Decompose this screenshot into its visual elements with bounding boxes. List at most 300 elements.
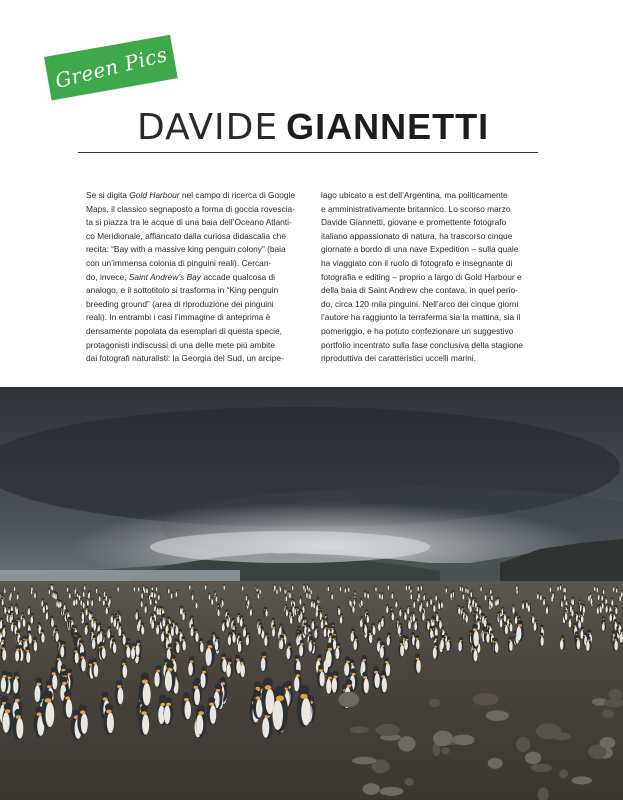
penguin — [155, 606, 158, 616]
penguin — [450, 591, 453, 599]
page-title — [137, 107, 537, 147]
penguin — [344, 657, 351, 677]
penguin — [291, 584, 293, 590]
penguin — [291, 604, 294, 614]
green-pics-badge — [44, 35, 178, 101]
penguin — [539, 632, 544, 646]
penguin — [103, 703, 114, 734]
article-line — [86, 203, 308, 217]
penguin — [531, 613, 535, 624]
penguin — [485, 629, 490, 643]
rock — [429, 698, 440, 707]
penguin — [299, 596, 302, 605]
article-text: della baia di Saint Andrew che contava, in quel perio- — [321, 285, 518, 296]
penguin — [144, 604, 147, 614]
penguin — [493, 638, 498, 653]
penguin — [564, 586, 566, 592]
article-text: l’autore ha raggiunto la terraferma sia la mattina, sia il — [321, 312, 521, 323]
beach — [0, 581, 623, 800]
penguin — [314, 626, 319, 639]
penguin — [31, 585, 33, 591]
penguin — [221, 598, 224, 607]
penguin — [261, 677, 274, 715]
penguin — [457, 605, 460, 615]
penguin — [602, 620, 606, 632]
penguin — [557, 585, 559, 591]
penguin — [560, 584, 562, 590]
penguin — [511, 604, 514, 614]
penguin — [435, 612, 439, 623]
penguin — [406, 584, 408, 590]
penguin — [594, 585, 596, 591]
penguin — [458, 637, 463, 652]
penguin — [602, 588, 604, 594]
article-line — [321, 271, 547, 285]
penguin — [208, 593, 211, 601]
penguin — [32, 637, 37, 652]
penguin — [399, 607, 402, 617]
penguin — [307, 584, 309, 590]
penguin — [139, 672, 151, 707]
penguin — [489, 588, 491, 594]
rock — [602, 709, 614, 718]
rock — [531, 764, 552, 773]
penguin — [522, 601, 525, 610]
rock — [559, 770, 568, 779]
penguin — [280, 635, 285, 650]
penguin — [429, 626, 434, 639]
penguin — [477, 619, 481, 631]
penguin — [139, 705, 150, 736]
penguin — [417, 585, 419, 591]
penguin — [158, 593, 161, 601]
penguin — [379, 592, 382, 600]
penguin — [67, 586, 69, 592]
rock — [572, 776, 593, 784]
penguin — [195, 600, 198, 609]
penguin — [106, 605, 109, 615]
penguin — [0, 644, 6, 661]
article-text: do, circa 120 mila pinguini. Nell’arco dei cinque giorni — [321, 298, 519, 309]
penguin — [543, 597, 546, 606]
penguin — [305, 591, 308, 599]
penguin — [386, 632, 391, 646]
penguin — [611, 597, 614, 606]
penguin — [4, 587, 6, 593]
penguin — [24, 646, 30, 663]
penguin — [17, 592, 20, 600]
penguin — [311, 618, 315, 630]
penguin — [174, 622, 179, 635]
article-text: breeding ground” (area di riproduzione dei pinguini — [86, 298, 274, 309]
penguin — [598, 593, 601, 601]
penguin — [297, 613, 301, 624]
article-text: Se si digita — [86, 190, 130, 200]
penguin — [404, 636, 409, 651]
penguin — [161, 615, 165, 627]
penguin — [155, 585, 157, 591]
penguin — [240, 615, 244, 627]
penguin — [171, 592, 174, 600]
article-line — [86, 230, 308, 244]
penguin — [286, 594, 289, 602]
penguin — [52, 584, 54, 590]
penguin — [411, 611, 415, 622]
rock — [398, 736, 415, 751]
penguin — [257, 592, 260, 600]
rock — [552, 732, 571, 740]
article-line — [86, 189, 308, 203]
penguin — [461, 586, 463, 592]
penguin — [285, 607, 288, 617]
penguin — [335, 642, 341, 659]
penguin — [469, 603, 472, 613]
article-text: e amministrativamente britannico. Lo scorso marzo — [321, 203, 511, 214]
penguin — [408, 584, 410, 590]
penguin — [575, 635, 580, 650]
penguin — [340, 613, 344, 624]
article-text: do, invece, — [86, 271, 129, 282]
penguin — [410, 592, 413, 600]
penguin — [15, 645, 21, 662]
penguin — [179, 606, 182, 616]
penguin — [508, 636, 513, 651]
penguin — [98, 594, 101, 602]
penguin — [216, 607, 219, 617]
penguin — [93, 619, 97, 631]
penguin — [429, 597, 432, 606]
penguin — [388, 584, 390, 590]
penguin — [472, 645, 478, 662]
penguin — [503, 622, 508, 635]
penguin — [303, 584, 305, 590]
penguin — [174, 639, 179, 654]
penguin — [205, 584, 207, 590]
rock — [452, 734, 475, 745]
penguin — [13, 709, 24, 740]
penguin — [372, 666, 380, 689]
penguin — [117, 585, 119, 591]
penguin — [165, 661, 176, 692]
penguin — [87, 610, 91, 621]
penguin — [80, 610, 84, 621]
article-line — [86, 325, 308, 339]
penguin — [14, 585, 16, 591]
penguin — [508, 620, 512, 632]
penguin — [516, 584, 518, 590]
rock — [609, 689, 623, 700]
penguin — [380, 642, 386, 659]
article-column-left — [86, 189, 308, 366]
penguin — [264, 607, 267, 617]
penguin — [546, 605, 549, 615]
penguin — [84, 584, 86, 590]
penguin — [337, 606, 340, 616]
penguin — [16, 606, 19, 616]
penguin — [50, 616, 54, 628]
penguin — [403, 610, 407, 621]
penguin — [480, 585, 482, 591]
article-text: con un’immensa colonia di pinguini reali). Cercan- — [86, 257, 272, 268]
penguin — [153, 591, 156, 599]
penguin — [69, 591, 72, 599]
article-line — [86, 271, 308, 285]
penguin — [31, 613, 35, 624]
rock — [380, 787, 404, 796]
article-text: Davide Giannetti, giovane e promettente fotografo — [321, 217, 507, 228]
penguin — [21, 615, 25, 627]
article-text: lago ubicato a est dell’Argentina, ma politicamente — [321, 190, 508, 200]
article-line — [86, 216, 308, 230]
article-line — [321, 284, 547, 298]
penguin — [85, 623, 90, 636]
penguin — [181, 636, 186, 651]
penguin — [470, 590, 473, 598]
penguin — [421, 584, 423, 590]
penguin — [340, 585, 342, 591]
penguin — [124, 641, 130, 658]
penguin — [563, 593, 566, 601]
penguin — [111, 639, 116, 654]
penguin — [135, 610, 139, 621]
penguin — [176, 590, 179, 598]
article-text: riproduttiva dei caratteristici uccelli marini. — [321, 353, 476, 364]
penguin — [407, 618, 411, 630]
penguin — [120, 659, 127, 679]
penguin — [381, 592, 384, 600]
penguin — [432, 603, 435, 613]
penguin — [167, 587, 169, 593]
article-line — [86, 284, 308, 298]
article-line — [321, 243, 547, 257]
penguin — [34, 591, 37, 599]
penguin — [272, 686, 288, 732]
title-last-name: GIANNETTI — [286, 106, 490, 147]
penguin — [328, 585, 330, 591]
rock — [473, 693, 498, 706]
penguin-colony-photo — [0, 387, 623, 800]
penguin — [366, 592, 369, 600]
article-italic-text: Saint Andrew’s Bay — [128, 271, 201, 282]
rock — [488, 758, 503, 769]
article-line — [86, 257, 308, 271]
penguin — [13, 672, 21, 695]
penguin — [467, 587, 469, 593]
penguin — [215, 636, 220, 651]
penguin — [144, 587, 146, 593]
penguin — [353, 636, 358, 651]
penguin — [618, 594, 621, 602]
article-line — [86, 339, 308, 353]
penguin — [40, 629, 45, 643]
penguin — [426, 599, 429, 608]
rock — [516, 737, 530, 752]
penguin — [613, 586, 615, 592]
rock — [338, 692, 359, 707]
penguin — [577, 617, 581, 629]
penguin — [135, 639, 141, 656]
article-text: co Meridionale, affiancato dalla curiosa didascalia che — [86, 230, 287, 241]
rock — [600, 737, 616, 748]
penguin — [417, 592, 420, 600]
penguin — [348, 586, 350, 592]
article-text: ha viaggiato con il ruolo di fotografo e insegnante di — [321, 257, 513, 268]
rock — [441, 747, 449, 754]
penguin — [264, 633, 269, 647]
penguin — [414, 619, 418, 631]
penguin — [238, 638, 243, 653]
penguin — [154, 665, 162, 688]
penguin — [421, 610, 425, 621]
penguin — [113, 616, 117, 628]
penguin — [391, 592, 394, 600]
article-line — [321, 189, 547, 203]
penguin — [46, 609, 50, 620]
penguin — [188, 656, 195, 676]
penguin — [103, 598, 106, 607]
penguin — [250, 607, 253, 617]
penguin — [95, 587, 97, 593]
penguin — [414, 635, 419, 650]
penguin — [525, 600, 528, 609]
penguin — [433, 642, 439, 659]
penguin — [231, 629, 236, 643]
penguin — [316, 603, 319, 613]
penguin — [151, 617, 155, 629]
penguin — [76, 597, 79, 606]
rock — [375, 724, 399, 736]
penguin — [140, 599, 143, 608]
article-line — [86, 352, 308, 366]
penguin — [326, 643, 335, 669]
penguin — [485, 593, 488, 601]
penguin — [528, 603, 531, 613]
penguin — [560, 599, 563, 608]
penguin — [572, 597, 575, 606]
penguin — [225, 616, 229, 628]
photo-illustration — [0, 387, 623, 800]
article-text: italiano appassionato di natura, ha trascorso cinque — [321, 230, 513, 241]
penguin — [363, 590, 366, 598]
article-text: ta si piazza tra le acque di una baia dell’Oceano Atlanti- — [86, 217, 292, 228]
penguin — [196, 705, 207, 736]
penguin — [74, 588, 76, 594]
penguin — [205, 640, 215, 667]
penguin — [73, 647, 79, 664]
penguin — [440, 600, 443, 609]
penguin — [552, 591, 555, 599]
rock — [525, 752, 541, 765]
penguin — [99, 629, 104, 643]
penguin — [150, 597, 153, 606]
penguin — [317, 665, 325, 688]
penguin — [288, 591, 291, 599]
penguin — [273, 584, 275, 590]
penguin — [2, 703, 13, 734]
penguin — [446, 637, 451, 652]
rock — [352, 757, 377, 764]
penguin — [440, 635, 445, 650]
article-line — [321, 325, 547, 339]
penguin — [590, 596, 593, 605]
penguin — [2, 625, 7, 638]
article-text: giornate a bordo di una nave Expedition – sulla quale — [321, 244, 519, 255]
penguin — [365, 613, 369, 624]
penguin — [246, 598, 249, 607]
penguin — [226, 658, 233, 678]
penguin — [1, 670, 9, 693]
article-line — [86, 311, 308, 325]
penguin — [77, 704, 88, 735]
penguin — [534, 619, 538, 631]
penguin — [91, 658, 98, 678]
penguin — [550, 586, 552, 592]
penguin — [88, 591, 91, 599]
penguin — [28, 606, 31, 616]
article-column-right — [321, 189, 547, 366]
article-text: portfolio incentrato sulla fase conclusiva della stagione — [321, 339, 524, 350]
penguin — [140, 622, 145, 635]
penguin — [220, 653, 227, 673]
rock — [350, 726, 369, 733]
penguin — [82, 600, 85, 609]
article-text: dai fotografi naturalisti: la Georgia del Sud, un arcipe- — [86, 353, 284, 364]
article-line — [321, 257, 547, 271]
penguin — [133, 585, 135, 591]
penguin — [253, 691, 263, 719]
penguin — [540, 593, 543, 601]
article-text: fotografia e editing – proprio a largo di Gold Harbour e — [321, 271, 522, 282]
article-text: accade qualcosa di — [201, 271, 276, 282]
penguin — [63, 691, 73, 719]
penguin — [398, 622, 403, 635]
penguin — [360, 598, 363, 607]
penguin — [299, 640, 305, 657]
penguin — [390, 610, 394, 621]
penguin — [1, 597, 4, 606]
penguin — [259, 588, 261, 594]
article-line — [321, 339, 547, 353]
penguin — [516, 620, 524, 642]
penguin — [361, 672, 369, 695]
penguin — [164, 697, 174, 725]
penguin — [280, 586, 282, 592]
article-text: pomeriggio, e ha potuto confezionare un suggestivo — [321, 325, 514, 336]
penguin — [92, 635, 97, 650]
article-line — [86, 298, 308, 312]
penguin — [100, 642, 106, 659]
penguin — [413, 600, 416, 609]
penguin — [597, 586, 599, 592]
article-line — [321, 203, 547, 217]
penguin — [41, 690, 54, 728]
penguin — [426, 618, 430, 630]
badge-label: Green Pics — [52, 42, 170, 94]
article-text: reali). In entrambi i casi l’immagine di anteprima è — [86, 312, 271, 323]
article-text: recita: “Bay with a massive king penguin colony” (baia — [86, 244, 286, 255]
penguin — [188, 584, 190, 590]
title-divider — [78, 152, 538, 153]
rock — [404, 778, 414, 786]
penguin — [91, 598, 94, 607]
penguin — [198, 638, 203, 653]
penguin — [381, 616, 385, 628]
penguin — [600, 594, 603, 602]
penguin — [246, 632, 251, 646]
penguin — [182, 610, 186, 621]
penguin — [272, 624, 277, 637]
penguin — [207, 697, 217, 725]
